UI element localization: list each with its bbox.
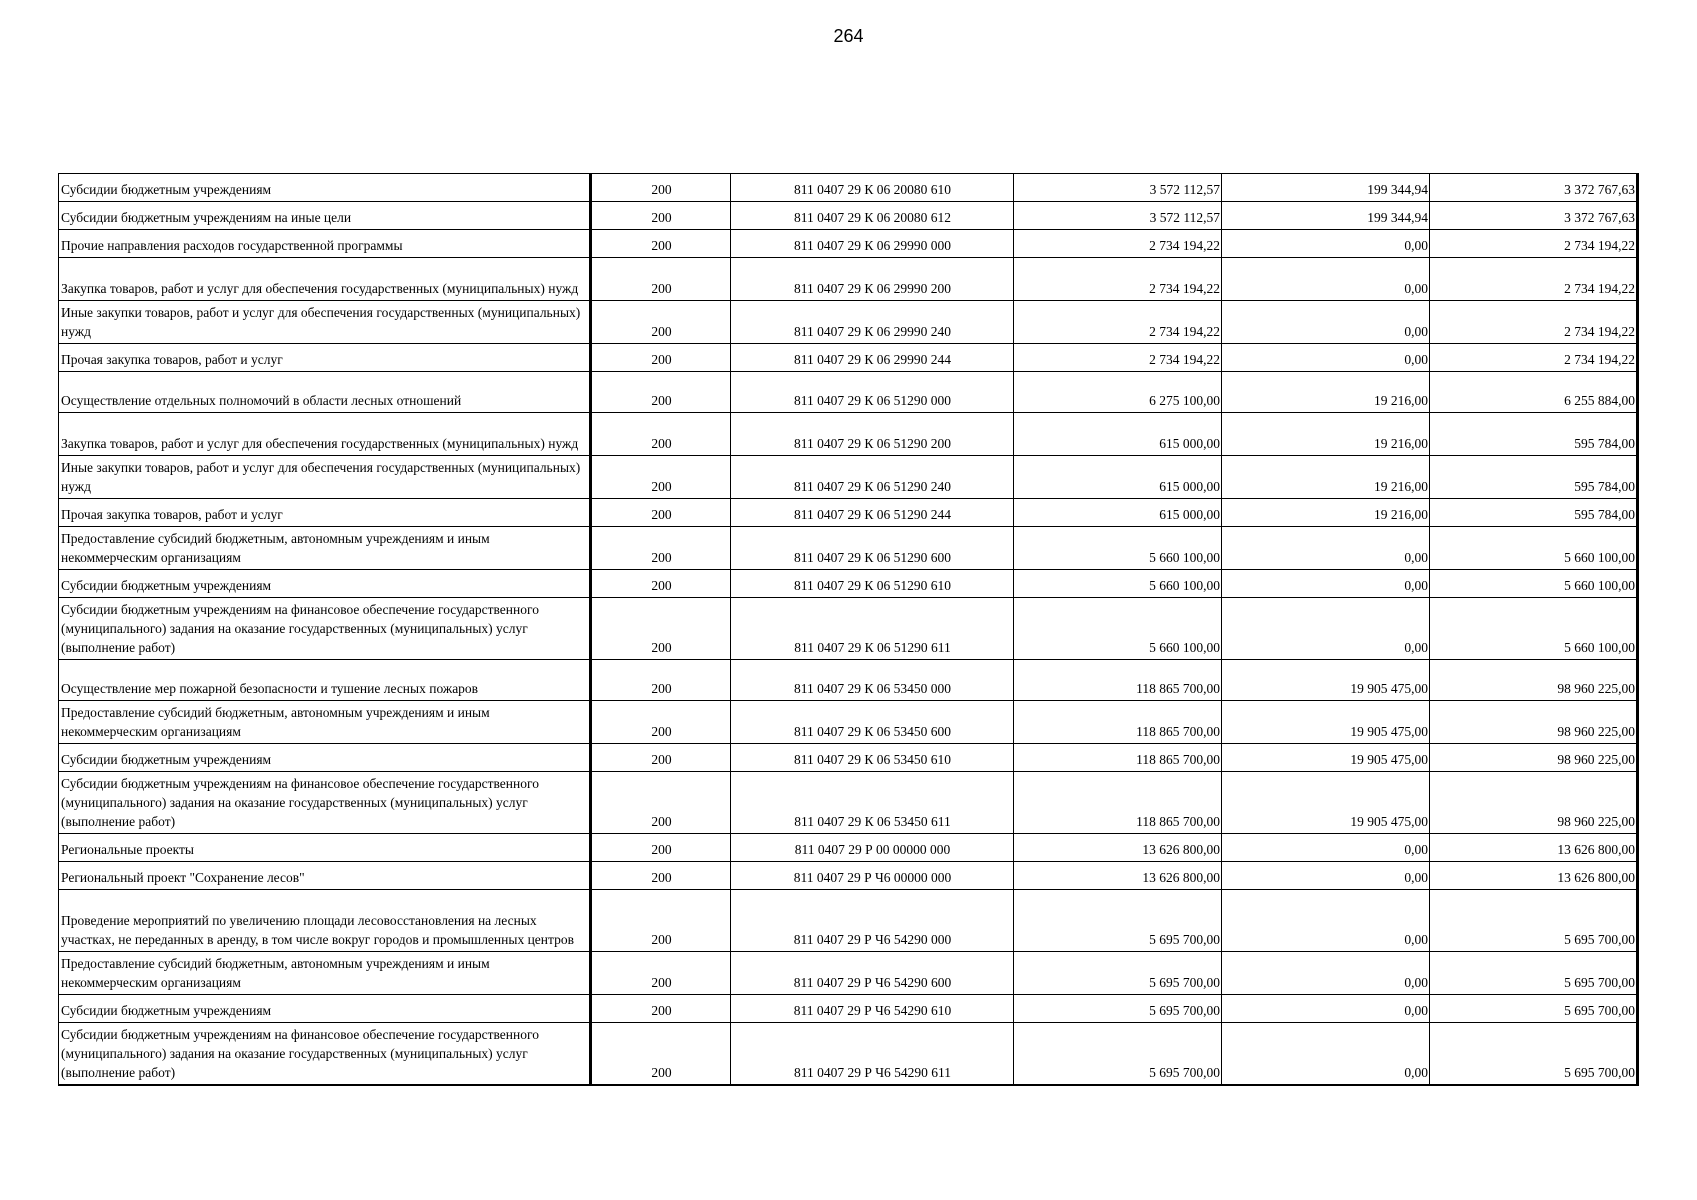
- row-executed-amount: 0,00: [1222, 258, 1430, 301]
- row-name: Проведение мероприятий по увеличению площади лесовосстановления на лесных участках, не переданных в аренду, в том числе вокруг городов и промышленных центров: [59, 890, 591, 952]
- row-executed-amount: 19 216,00: [1222, 413, 1430, 456]
- row-unexecuted-amount: 98 960 225,00: [1430, 772, 1638, 834]
- row-unexecuted-amount: 13 626 800,00: [1430, 834, 1638, 862]
- row-unexecuted-amount: 5 695 700,00: [1430, 1023, 1638, 1086]
- row-budget-code: 811 0407 29 К 06 53450 610: [731, 744, 1014, 772]
- table-row: [59, 952, 1638, 995]
- row-unexecuted-amount: 5 695 700,00: [1430, 995, 1638, 1023]
- row-approved-amount: 118 865 700,00: [1014, 660, 1222, 701]
- row-name: Субсидии бюджетным учреждениям на финансовое обеспечение государственного (муниципального) задания на оказание государственных (муниципальных) услуг (выполнение работ): [59, 772, 591, 834]
- row-unexecuted-amount: 13 626 800,00: [1430, 862, 1638, 890]
- table-row: [59, 174, 1638, 202]
- row-approved-amount: 5 695 700,00: [1014, 952, 1222, 995]
- row-budget-code: 811 0407 29 Р Ч6 54290 000: [731, 890, 1014, 952]
- page-number: 264: [833, 26, 864, 46]
- row-approved-amount: 13 626 800,00: [1014, 862, 1222, 890]
- row-approved-amount: 615 000,00: [1014, 499, 1222, 527]
- row-budget-code: 811 0407 29 Р Ч6 54290 610: [731, 995, 1014, 1023]
- row-name: Закупка товаров, работ и услуг для обеспечения государственных (муниципальных) нужд: [59, 258, 591, 301]
- table-row: [59, 660, 1638, 701]
- row-budget-code: 811 0407 29 К 06 29990 200: [731, 258, 1014, 301]
- row-budget-code: 811 0407 29 Р Ч6 00000 000: [731, 862, 1014, 890]
- table-row: [59, 258, 1638, 301]
- row-indicator-code: 200: [591, 230, 731, 258]
- table-row: [59, 598, 1638, 660]
- row-name: Региональный проект "Сохранение лесов": [59, 862, 591, 890]
- row-unexecuted-amount: 2 734 194,22: [1430, 258, 1638, 301]
- row-name: Субсидии бюджетным учреждениям: [59, 174, 591, 202]
- row-indicator-code: 200: [591, 372, 731, 413]
- table-row: [59, 301, 1638, 344]
- row-name: Субсидии бюджетным учреждениям: [59, 995, 591, 1023]
- row-unexecuted-amount: 6 255 884,00: [1430, 372, 1638, 413]
- row-unexecuted-amount: 595 784,00: [1430, 413, 1638, 456]
- row-name: Субсидии бюджетным учреждениям: [59, 744, 591, 772]
- row-indicator-code: 200: [591, 202, 731, 230]
- row-name: Субсидии бюджетным учреждениям на финансовое обеспечение государственного (муниципального) задания на оказание государственных (муниципальных) услуг (выполнение работ): [59, 598, 591, 660]
- row-approved-amount: 13 626 800,00: [1014, 834, 1222, 862]
- table-row: [59, 372, 1638, 413]
- row-approved-amount: 118 865 700,00: [1014, 744, 1222, 772]
- row-budget-code: 811 0407 29 Р Ч6 54290 600: [731, 952, 1014, 995]
- row-unexecuted-amount: 2 734 194,22: [1430, 230, 1638, 258]
- row-budget-code: 811 0407 29 К 06 29990 000: [731, 230, 1014, 258]
- row-approved-amount: 2 734 194,22: [1014, 344, 1222, 372]
- row-indicator-code: 200: [591, 995, 731, 1023]
- row-executed-amount: 0,00: [1222, 952, 1430, 995]
- row-executed-amount: 199 344,94: [1222, 174, 1430, 202]
- row-budget-code: 811 0407 29 Р Ч6 54290 611: [731, 1023, 1014, 1086]
- row-approved-amount: 118 865 700,00: [1014, 701, 1222, 744]
- row-budget-code: 811 0407 29 К 06 53450 611: [731, 772, 1014, 834]
- table-row: [59, 413, 1638, 456]
- row-name: Региональные проекты: [59, 834, 591, 862]
- row-unexecuted-amount: 5 660 100,00: [1430, 570, 1638, 598]
- row-executed-amount: 19 905 475,00: [1222, 744, 1430, 772]
- row-approved-amount: 5 660 100,00: [1014, 570, 1222, 598]
- row-approved-amount: 2 734 194,22: [1014, 230, 1222, 258]
- row-unexecuted-amount: 2 734 194,22: [1430, 301, 1638, 344]
- row-name: Осуществление мер пожарной безопасности и тушение лесных пожаров: [59, 660, 591, 701]
- row-approved-amount: 2 734 194,22: [1014, 258, 1222, 301]
- row-budget-code: 811 0407 29 К 06 51290 244: [731, 499, 1014, 527]
- row-executed-amount: 0,00: [1222, 890, 1430, 952]
- row-executed-amount: 0,00: [1222, 527, 1430, 570]
- row-name: Субсидии бюджетным учреждениям на финансовое обеспечение государственного (муниципального) задания на оказание государственных (муниципальных) услуг (выполнение работ): [59, 1023, 591, 1086]
- row-name: Предоставление субсидий бюджетным, автономным учреждениям и иным некоммерческим организациям: [59, 952, 591, 995]
- row-name: Иные закупки товаров, работ и услуг для обеспечения государственных (муниципальных) нужд: [59, 456, 591, 499]
- table-row: [59, 834, 1638, 862]
- row-budget-code: 811 0407 29 Р 00 00000 000: [731, 834, 1014, 862]
- row-indicator-code: 200: [591, 527, 731, 570]
- budget-table: [58, 173, 1639, 1086]
- row-indicator-code: 200: [591, 174, 731, 202]
- table-row: [59, 570, 1638, 598]
- table-row: [59, 527, 1638, 570]
- row-executed-amount: 0,00: [1222, 344, 1430, 372]
- row-unexecuted-amount: 98 960 225,00: [1430, 701, 1638, 744]
- row-unexecuted-amount: 595 784,00: [1430, 456, 1638, 499]
- row-name: Субсидии бюджетным учреждениям: [59, 570, 591, 598]
- row-executed-amount: 0,00: [1222, 570, 1430, 598]
- row-executed-amount: 0,00: [1222, 995, 1430, 1023]
- row-indicator-code: 200: [591, 744, 731, 772]
- row-executed-amount: 0,00: [1222, 834, 1430, 862]
- row-name: Закупка товаров, работ и услуг для обеспечения государственных (муниципальных) нужд: [59, 413, 591, 456]
- row-budget-code: 811 0407 29 К 06 51290 240: [731, 456, 1014, 499]
- row-unexecuted-amount: 5 660 100,00: [1430, 598, 1638, 660]
- row-name: Предоставление субсидий бюджетным, автономным учреждениям и иным некоммерческим организациям: [59, 701, 591, 744]
- row-budget-code: 811 0407 29 К 06 20080 610: [731, 174, 1014, 202]
- row-indicator-code: 200: [591, 1023, 731, 1086]
- row-executed-amount: 19 216,00: [1222, 456, 1430, 499]
- row-approved-amount: 5 695 700,00: [1014, 890, 1222, 952]
- table-row: [59, 456, 1638, 499]
- row-budget-code: 811 0407 29 К 06 51290 610: [731, 570, 1014, 598]
- row-budget-code: 811 0407 29 К 06 53450 600: [731, 701, 1014, 744]
- row-approved-amount: 615 000,00: [1014, 413, 1222, 456]
- row-indicator-code: 200: [591, 862, 731, 890]
- row-indicator-code: 200: [591, 834, 731, 862]
- table-row: [59, 862, 1638, 890]
- row-budget-code: 811 0407 29 К 06 53450 000: [731, 660, 1014, 701]
- row-approved-amount: 3 572 112,57: [1014, 174, 1222, 202]
- row-approved-amount: 5 660 100,00: [1014, 598, 1222, 660]
- row-unexecuted-amount: 3 372 767,63: [1430, 174, 1638, 202]
- row-indicator-code: 200: [591, 772, 731, 834]
- row-executed-amount: 0,00: [1222, 230, 1430, 258]
- row-name: Осуществление отдельных полномочий в области лесных отношений: [59, 372, 591, 413]
- row-executed-amount: 0,00: [1222, 1023, 1430, 1086]
- table-row: [59, 890, 1638, 952]
- row-name: Субсидии бюджетным учреждениям на иные цели: [59, 202, 591, 230]
- table-row: [59, 202, 1638, 230]
- row-name: Предоставление субсидий бюджетным, автономным учреждениям и иным некоммерческим организациям: [59, 527, 591, 570]
- row-unexecuted-amount: 3 372 767,63: [1430, 202, 1638, 230]
- row-indicator-code: 200: [591, 701, 731, 744]
- row-approved-amount: 118 865 700,00: [1014, 772, 1222, 834]
- row-unexecuted-amount: 2 734 194,22: [1430, 344, 1638, 372]
- row-executed-amount: 0,00: [1222, 301, 1430, 344]
- row-name: Прочая закупка товаров, работ и услуг: [59, 499, 591, 527]
- row-budget-code: 811 0407 29 К 06 51290 611: [731, 598, 1014, 660]
- row-indicator-code: 200: [591, 570, 731, 598]
- row-unexecuted-amount: 595 784,00: [1430, 499, 1638, 527]
- row-executed-amount: 199 344,94: [1222, 202, 1430, 230]
- row-indicator-code: 200: [591, 499, 731, 527]
- row-budget-code: 811 0407 29 К 06 20080 612: [731, 202, 1014, 230]
- row-name: Иные закупки товаров, работ и услуг для обеспечения государственных (муниципальных) нужд: [59, 301, 591, 344]
- row-unexecuted-amount: 5 660 100,00: [1430, 527, 1638, 570]
- row-indicator-code: 200: [591, 890, 731, 952]
- row-name: Прочая закупка товаров, работ и услуг: [59, 344, 591, 372]
- table-body: [59, 174, 1638, 1086]
- table-row: [59, 499, 1638, 527]
- row-indicator-code: 200: [591, 344, 731, 372]
- row-approved-amount: 615 000,00: [1014, 456, 1222, 499]
- row-budget-code: 811 0407 29 К 06 29990 244: [731, 344, 1014, 372]
- row-approved-amount: 3 572 112,57: [1014, 202, 1222, 230]
- table-row: [59, 344, 1638, 372]
- row-executed-amount: 19 216,00: [1222, 499, 1430, 527]
- row-indicator-code: 200: [591, 413, 731, 456]
- row-approved-amount: 2 734 194,22: [1014, 301, 1222, 344]
- row-budget-code: 811 0407 29 К 06 51290 200: [731, 413, 1014, 456]
- row-name: Прочие направления расходов государственной программы: [59, 230, 591, 258]
- row-approved-amount: 5 695 700,00: [1014, 995, 1222, 1023]
- row-unexecuted-amount: 98 960 225,00: [1430, 744, 1638, 772]
- row-executed-amount: 0,00: [1222, 862, 1430, 890]
- row-executed-amount: 19 905 475,00: [1222, 660, 1430, 701]
- row-executed-amount: 19 905 475,00: [1222, 701, 1430, 744]
- row-indicator-code: 200: [591, 258, 731, 301]
- row-approved-amount: 5 660 100,00: [1014, 527, 1222, 570]
- row-unexecuted-amount: 5 695 700,00: [1430, 952, 1638, 995]
- row-indicator-code: 200: [591, 456, 731, 499]
- row-indicator-code: 200: [591, 598, 731, 660]
- table-row: [59, 744, 1638, 772]
- row-indicator-code: 200: [591, 660, 731, 701]
- table-row: [59, 772, 1638, 834]
- row-executed-amount: 19 216,00: [1222, 372, 1430, 413]
- table-row: [59, 1023, 1638, 1086]
- row-executed-amount: 0,00: [1222, 598, 1430, 660]
- row-unexecuted-amount: 5 695 700,00: [1430, 890, 1638, 952]
- row-approved-amount: 5 695 700,00: [1014, 1023, 1222, 1086]
- row-indicator-code: 200: [591, 301, 731, 344]
- table-row: [59, 995, 1638, 1023]
- row-indicator-code: 200: [591, 952, 731, 995]
- row-budget-code: 811 0407 29 К 06 51290 000: [731, 372, 1014, 413]
- row-executed-amount: 19 905 475,00: [1222, 772, 1430, 834]
- table-row: [59, 701, 1638, 744]
- row-approved-amount: 6 275 100,00: [1014, 372, 1222, 413]
- row-budget-code: 811 0407 29 К 06 29990 240: [731, 301, 1014, 344]
- row-budget-code: 811 0407 29 К 06 51290 600: [731, 527, 1014, 570]
- row-unexecuted-amount: 98 960 225,00: [1430, 660, 1638, 701]
- table-row: [59, 230, 1638, 258]
